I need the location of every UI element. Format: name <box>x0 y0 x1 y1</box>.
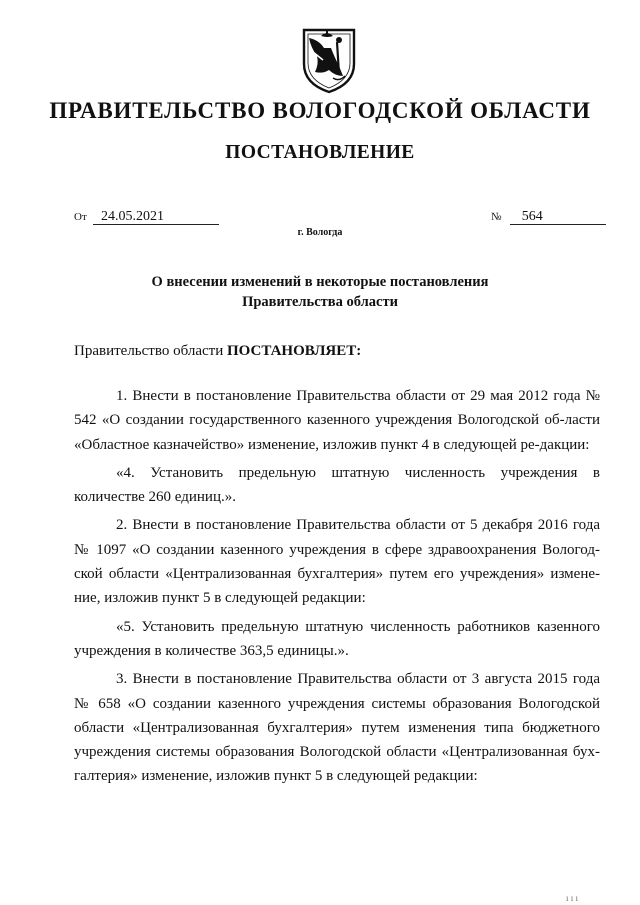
page-mark: ı ı ı <box>566 893 579 903</box>
number-label: № <box>491 211 502 223</box>
preamble-text: Правительство области <box>74 343 224 359</box>
paragraph-5: 3. Внести в постановление Правительства области от 3 августа 2015 года № 658 «О создании казенного учреждения системы образования Вологодской области «Централизованная бухгалтерия» путем изменения типа бюджетного учреждения системы образования Вологодской области «Централизованная бух-галтерия» изменение, изложив пункт 5 в следующей редакции: <box>74 671 600 785</box>
date-value: 24.05.2021 <box>93 209 219 225</box>
number-value: 564 <box>510 209 606 225</box>
city: г. Вологда <box>297 227 343 238</box>
document-subject <box>0 272 640 312</box>
preamble-bold: ПОСТАНОВЛЯЕТ: <box>226 343 362 359</box>
number-field <box>491 208 606 225</box>
date-label: От <box>74 211 87 223</box>
subject-line-2: Правительства области <box>242 294 398 310</box>
document-type: ПОСТАНОВЛЕНИЕ <box>225 142 415 163</box>
paragraph-2: «4. Установить предельную штатную численность учреждения в количестве 260 единиц.». <box>74 464 600 506</box>
vologda-coat-of-arms-icon <box>299 26 359 94</box>
date-field <box>74 208 219 225</box>
paragraph-4: «5. Установить предельную штатную численность работников казенного учреждения в количестве 363,5 единицы.». <box>74 618 600 659</box>
paragraph-3: 2. Внести в постановление Правительства области от 5 декабря 2016 года № 1097 «О создании казенного учреждения в сфере здравоохранения Вологод-ской области «Централизованная бухгалтерия» путем его учреждения» измене-ние, изложив пункт 5 в следующей редакции: <box>74 517 600 607</box>
paragraph-1: 1. Внести в постановление Правительства области от 29 мая 2012 года № 542 «О создании государственного казенного учреждения Вологодской об-ласти «Областное казначейство» изменение, изложив пункт 4 в следующей ре-дакции: <box>74 388 600 453</box>
subject-line-1: О внесении изменений в некоторые постановления <box>151 274 489 290</box>
document-body <box>74 384 600 793</box>
preamble <box>74 343 361 360</box>
government-title: ПРАВИТЕЛЬСТВО ВОЛОГОДСКОЙ ОБЛАСТИ <box>49 98 591 123</box>
